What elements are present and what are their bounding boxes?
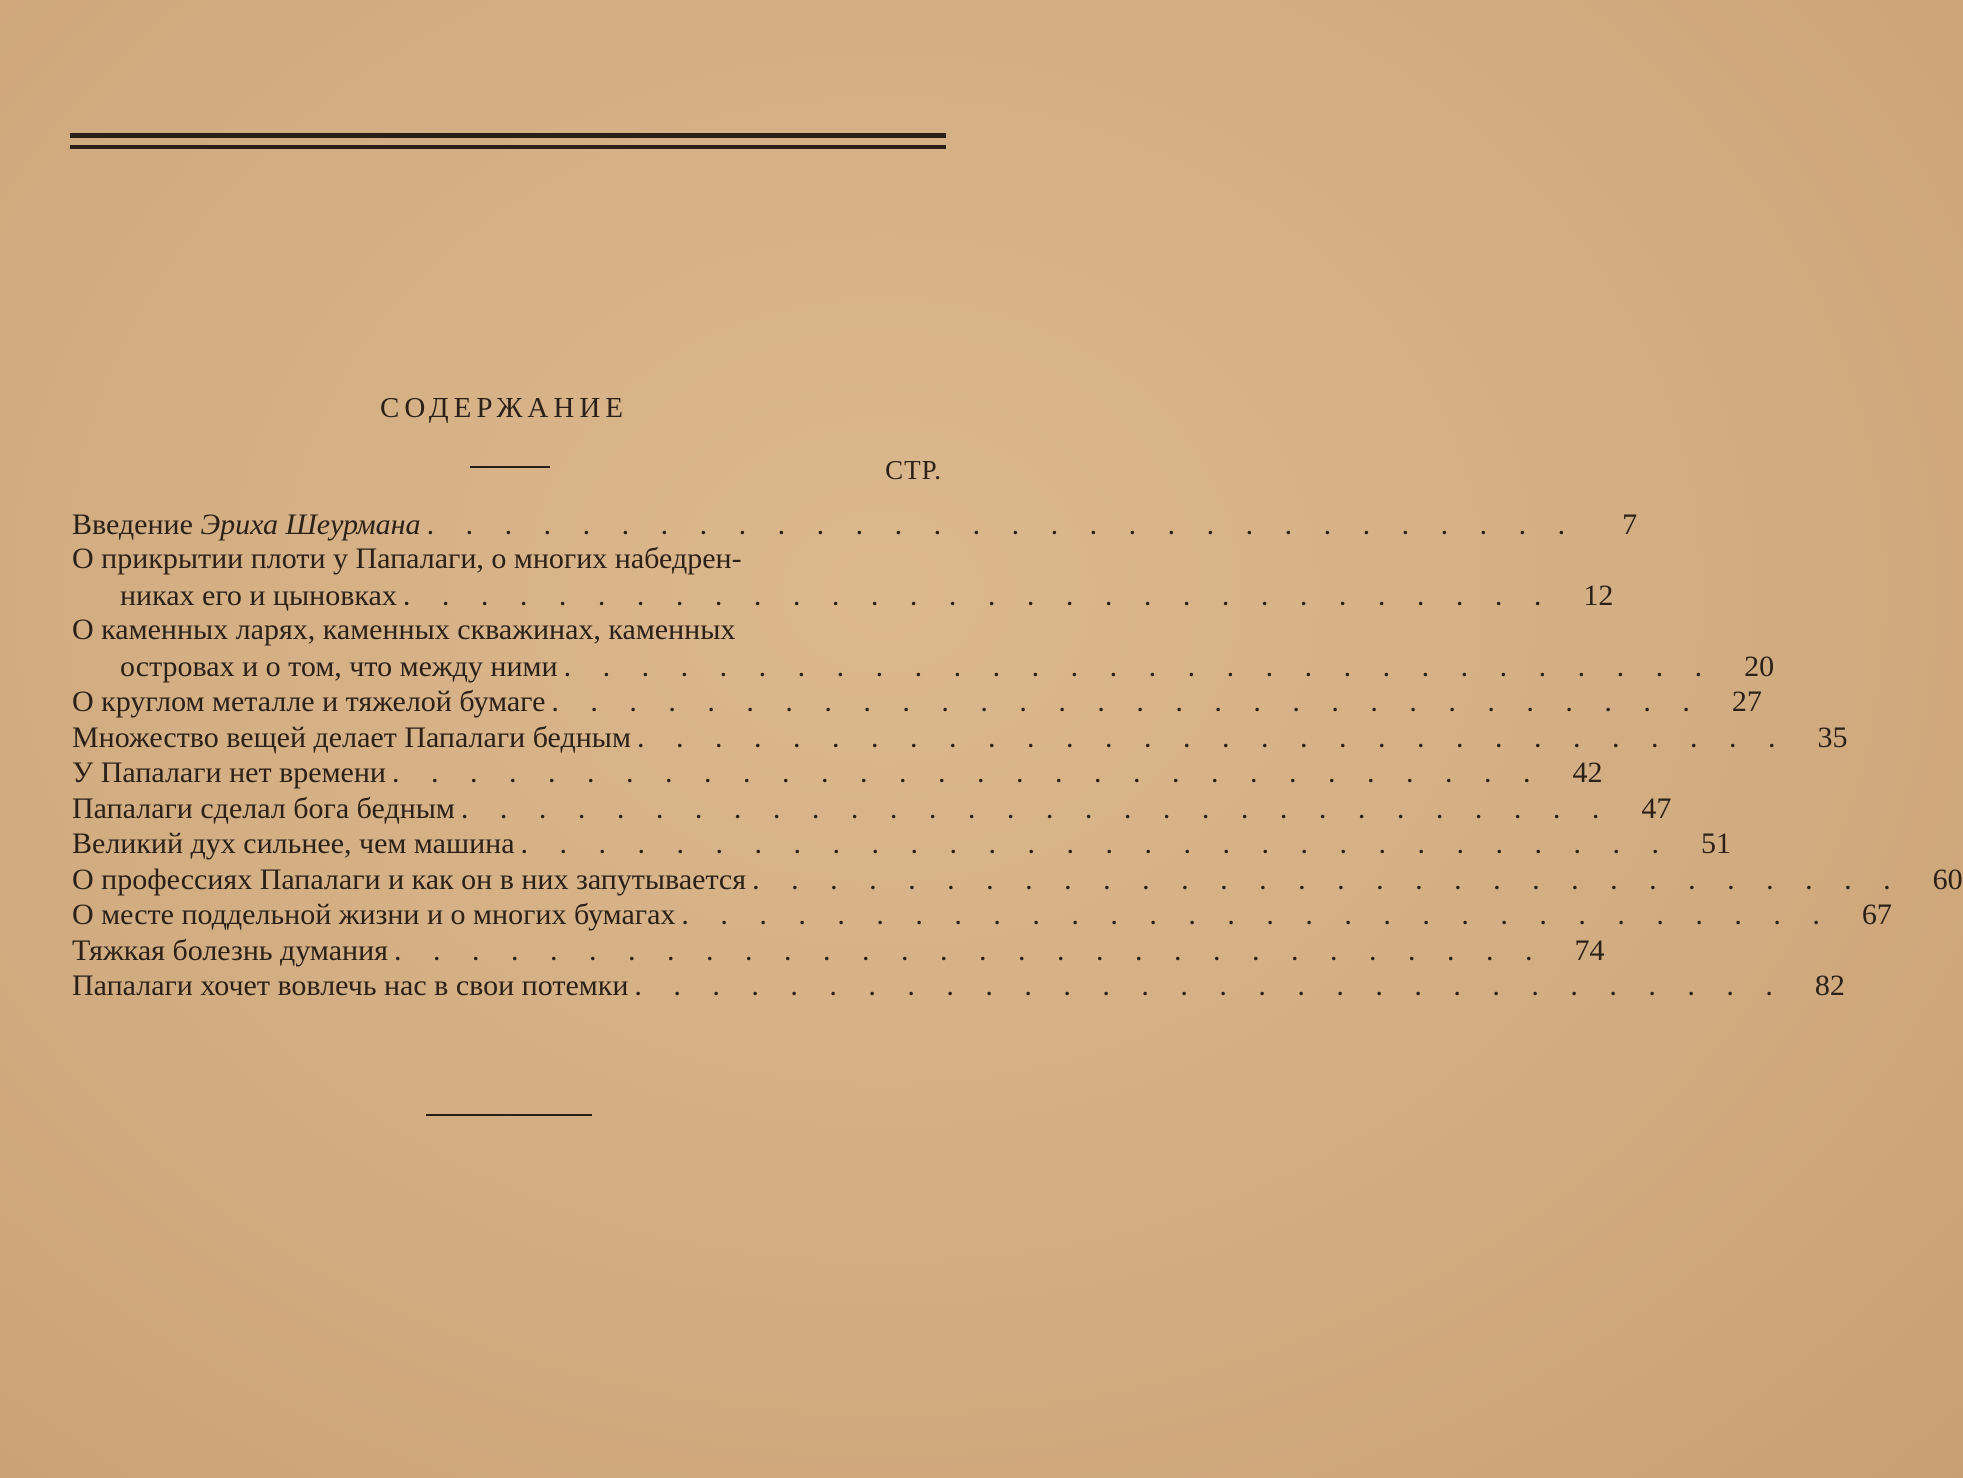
toc-entry <box>72 932 1605 968</box>
toc-entry-page: 7 <box>1622 507 1638 541</box>
toc-entry <box>72 897 1892 933</box>
toc-entry-title-line1: О каменных ларях, каменных скважинах, каменных <box>72 612 736 646</box>
toc-leader-dots: . . . . . . . . . . . . . . . . . . . . . . . . . . . . . . <box>551 685 1702 718</box>
toc-leader-dots: . . . . . . . . . . . . . . . . . . . . . . . . . . . . . . <box>426 507 1578 541</box>
toc-entry-page: 42 <box>1572 756 1603 789</box>
toc-entry-title: Множество вещей делает Папалаги бедным <box>72 720 631 754</box>
toc-entry <box>72 826 1732 862</box>
toc-leader-dots: . . . . . . . . . . . . . . . . . . . . . . . . . . . . . . <box>391 756 1543 789</box>
toc-entry-page: 27 <box>1731 685 1762 718</box>
toc-leader-dots: . . . . . . . . . . . . . . . . . . . . . . . . . . . . . . <box>460 791 1612 825</box>
top-double-rule-lower <box>70 145 946 149</box>
toc-entry-title: У Папалаги нет времени <box>72 756 386 789</box>
bottom-rule <box>426 1114 592 1116</box>
toc-entry-title: О профессиях Папалаги и как он в них запутывается <box>72 862 747 896</box>
toc-entry-title: Папалаги хочет вовлечь нас в свои потемки <box>72 969 629 1002</box>
toc-leader-dots: . . . . . . . . . . . . . . . . . . . . . . . . . . . . . . <box>752 862 1903 896</box>
toc-entry-title: О круглом металле и тяжелой бумаге <box>72 685 546 718</box>
toc-entry-page: 35 <box>1817 720 1848 754</box>
page-title: СОДЕРЖАНИЕ <box>380 392 628 424</box>
toc-entry-page: 20 <box>1744 649 1775 683</box>
toc-entry-title-line1: О прикрытии плоти у Папалаги, о многих набедрен- <box>72 541 742 575</box>
top-double-rule-upper <box>70 133 946 138</box>
toc-leader-dots: . . . . . . . . . . . . . . . . . . . . . . . . . . . . . . <box>393 933 1545 967</box>
page-column-header: СТР. <box>885 455 942 485</box>
toc-leader-dots: . . . . . . . . . . . . . . . . . . . . . . . . . . . . . . <box>402 578 1554 612</box>
toc-entry-title: Тяжкая болезнь думания <box>72 933 388 967</box>
toc-leader-dots: . . . . . . . . . . . . . . . . . . . . . . . . . . . . . . <box>634 969 1785 1002</box>
toc-leader-dots: . . . . . . . . . . . . . . . . . . . . . . . . . . . . . . <box>636 720 1788 754</box>
toc-entry-page: 47 <box>1641 791 1672 825</box>
toc-entry-title-line2: островах и о том, что между ними <box>120 649 558 683</box>
toc-entry <box>72 968 1845 1004</box>
title-underline <box>470 466 550 468</box>
toc-entry <box>72 861 1963 897</box>
toc-entry-page: 67 <box>1861 898 1892 931</box>
toc-entry <box>72 506 1638 542</box>
table-of-contents <box>72 506 1963 1003</box>
toc-entry-page: 51 <box>1701 827 1732 860</box>
toc-entry-page: 60 <box>1932 862 1963 896</box>
toc-leader-dots: . . . . . . . . . . . . . . . . . . . . . . . . . . . . . . <box>563 649 1715 683</box>
toc-entry-page: 82 <box>1814 969 1845 1002</box>
toc-entry <box>72 719 1848 755</box>
toc-entry <box>72 612 1775 684</box>
toc-entry-title: О месте поддельной жизни и о многих бумагах <box>72 898 676 931</box>
toc-entry-title: Папалаги сделал бога бедным <box>72 791 455 825</box>
toc-entry-page: 12 <box>1583 578 1614 612</box>
toc-entry-title-line2: никах его и цыновках <box>120 578 397 612</box>
toc-entry <box>72 684 1762 720</box>
toc-entry <box>72 790 1672 826</box>
toc-entry-title: Введение Эриха Шеурмана <box>72 507 421 541</box>
toc-entry <box>72 541 1614 613</box>
toc-entry-page: 74 <box>1574 933 1605 967</box>
toc-leader-dots: . . . . . . . . . . . . . . . . . . . . . . . . . . . . . . <box>681 898 1832 931</box>
toc-leader-dots: . . . . . . . . . . . . . . . . . . . . . . . . . . . . . . <box>520 827 1672 860</box>
toc-entry-title: Великий дух сильнее, чем машина <box>72 827 515 860</box>
toc-entry <box>72 755 1603 791</box>
